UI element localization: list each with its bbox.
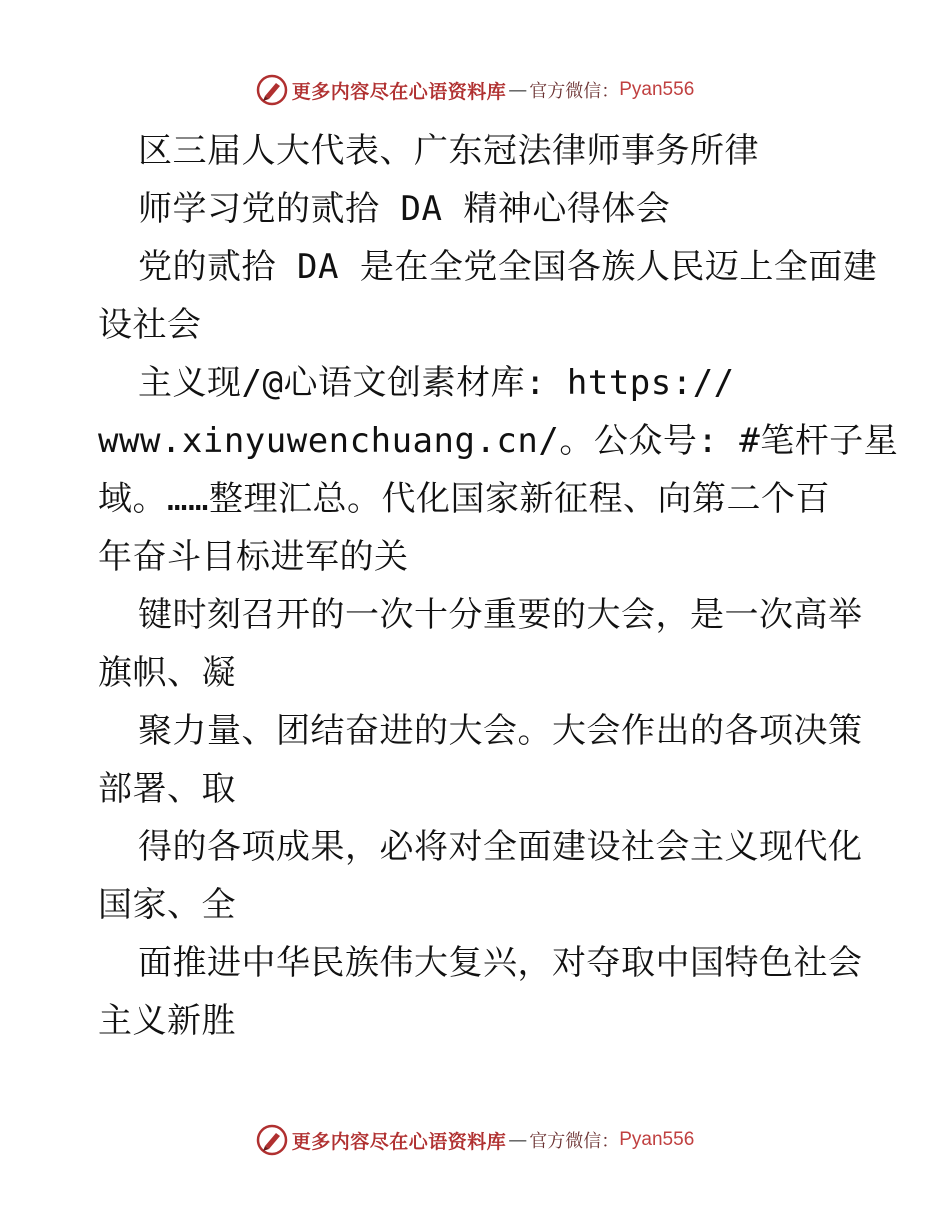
- footer-wechat-id: Pyan556: [619, 1129, 695, 1150]
- document-body: [98, 122, 899, 1050]
- header-banner: [0, 70, 950, 110]
- body-line: 年奋斗目标进军的关: [98, 537, 409, 577]
- body-line: 域。……整理汇总。代化国家新征程、向第二个百: [98, 479, 830, 519]
- header-slogan: 更多内容尽在心语资料库: [291, 80, 507, 103]
- footer-slogan: 更多内容尽在心语资料库: [291, 1130, 507, 1153]
- body-line: 键时刻召开的一次十分重要的大会，是一次高举: [138, 595, 863, 635]
- body-line: 得的各项成果，必将对全面建设社会主义现代化: [138, 827, 863, 867]
- body-line: 主义现/@心语文创素材库: https://: [138, 363, 735, 403]
- body-line: 面推进中华民族伟大复兴，对夺取中国特色社会: [138, 943, 863, 983]
- footer-contact-label: 官方微信：: [529, 1131, 620, 1152]
- body-line: 党的贰拾 DA 是在全党全国各族人民迈上全面建: [138, 247, 878, 287]
- body-line: 国家、全: [98, 885, 236, 925]
- body-line: 部署、取: [98, 769, 236, 809]
- body-line: www.xinyuwenchuang.cn/。公众号: #笔杆子星: [98, 421, 899, 461]
- body-line: 师学习党的贰拾 DA 精神心得体会: [138, 189, 671, 229]
- logo-icon: [256, 1124, 288, 1156]
- header-separator: —: [508, 79, 528, 101]
- header-contact-label: 官方微信：: [529, 81, 620, 102]
- body-line: 旗帜、凝: [98, 653, 236, 693]
- body-line: 聚力量、团结奋进的大会。大会作出的各项决策: [138, 711, 863, 751]
- header-wechat-id: Pyan556: [619, 79, 695, 100]
- footer-banner: [0, 1120, 950, 1160]
- body-line: 主义新胜: [98, 1001, 236, 1041]
- body-line: 区三届人大代表、广东冠法律师事务所律: [138, 131, 759, 171]
- logo-icon: [256, 74, 288, 106]
- footer-separator: —: [508, 1129, 528, 1151]
- body-line: 设社会: [98, 305, 202, 345]
